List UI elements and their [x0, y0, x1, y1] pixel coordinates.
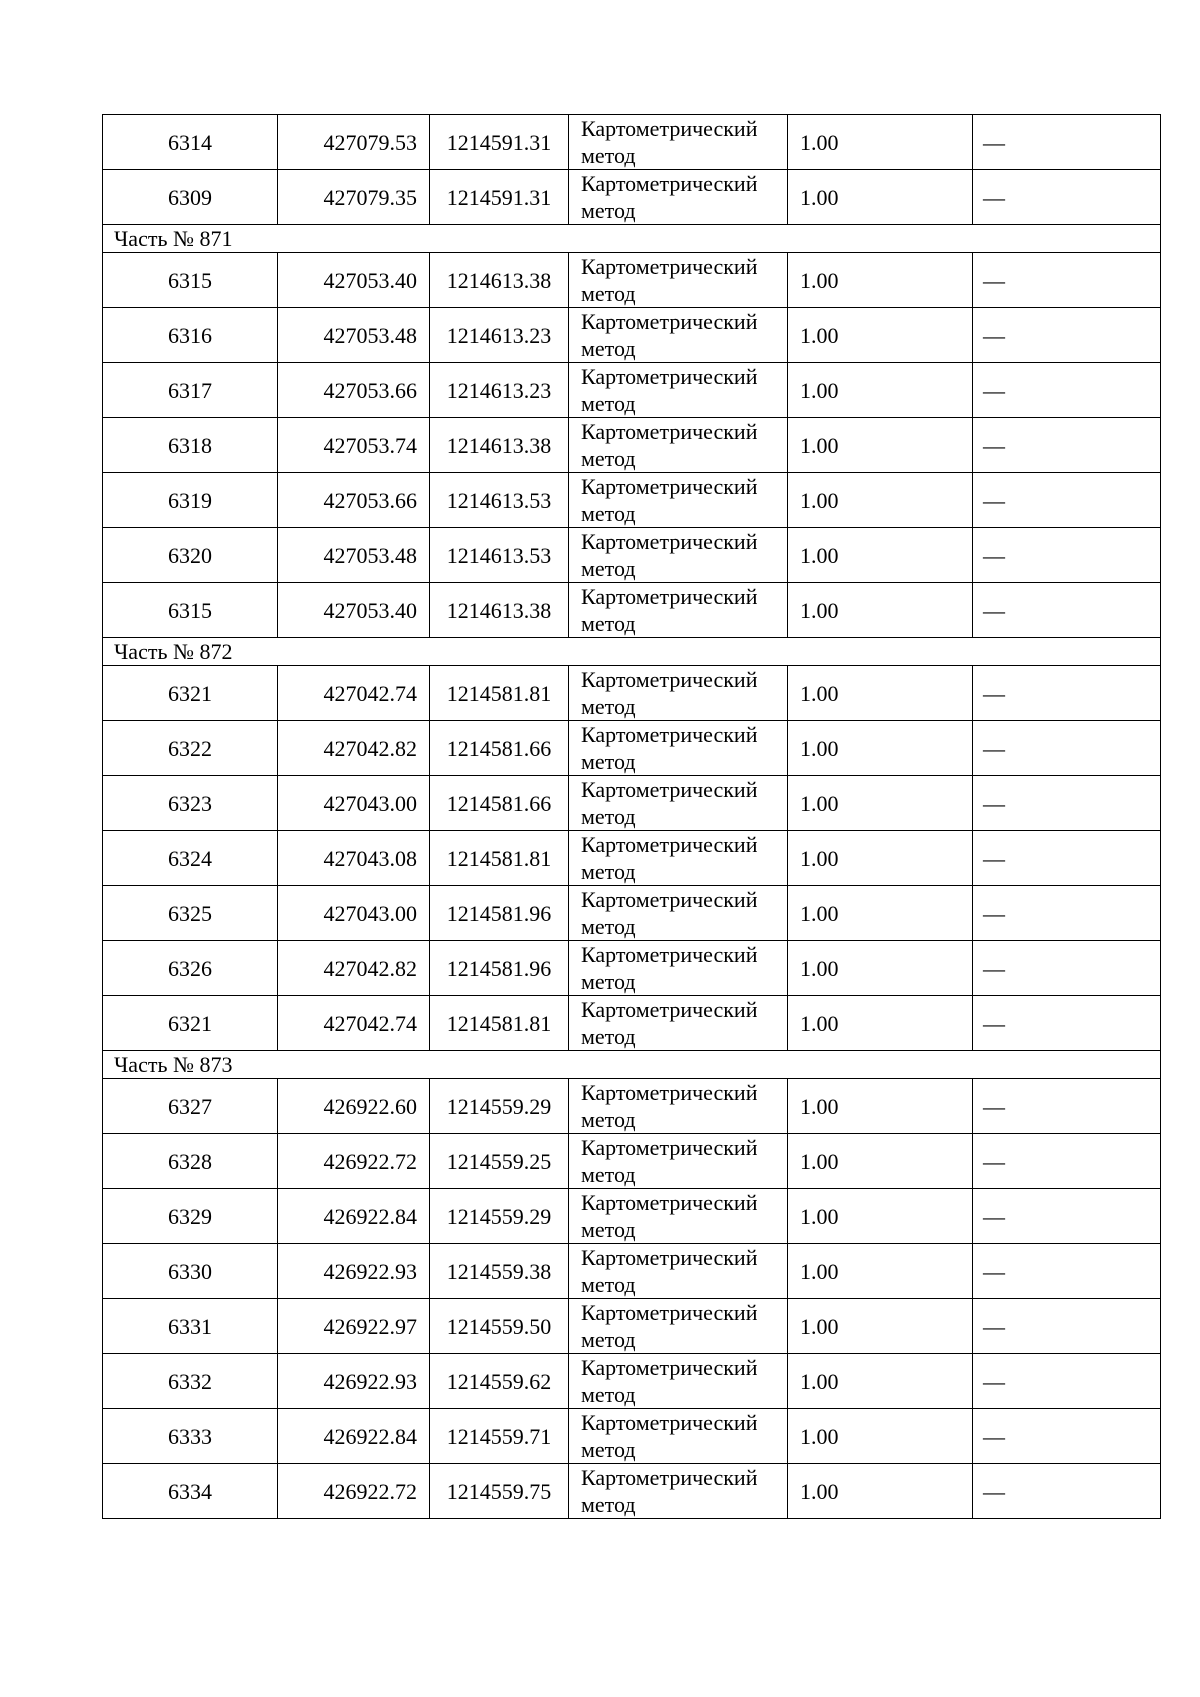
- description-cell: —: [973, 996, 1161, 1051]
- accuracy-cell: 1.00: [788, 886, 973, 941]
- y-coordinate-cell: 1214581.81: [430, 996, 569, 1051]
- accuracy-cell: 1.00: [788, 721, 973, 776]
- method-line-2: метод: [581, 804, 636, 829]
- table-row: [103, 1079, 1161, 1134]
- description-cell: —: [973, 115, 1161, 170]
- method-line-2: метод: [581, 1437, 636, 1462]
- method-line-1: Картометрический: [581, 1410, 758, 1435]
- method-cell: [569, 1079, 788, 1134]
- part-header-row: [103, 1051, 1161, 1079]
- table-row: [103, 115, 1161, 170]
- table-row: [103, 721, 1161, 776]
- x-coordinate-cell: 427053.66: [278, 363, 430, 418]
- x-coordinate-cell: 427053.48: [278, 528, 430, 583]
- table-row: [103, 776, 1161, 831]
- method-line-2: метод: [581, 198, 636, 223]
- part-header-row: [103, 638, 1161, 666]
- method-line-1: Картометрический: [581, 364, 758, 389]
- description-cell: —: [973, 776, 1161, 831]
- table-row: [103, 1189, 1161, 1244]
- table-row: [103, 1409, 1161, 1464]
- method-line-1: Картометрический: [581, 309, 758, 334]
- method-line-1: Картометрический: [581, 1355, 758, 1380]
- method-line-2: метод: [581, 694, 636, 719]
- point-number-cell: 6329: [103, 1189, 278, 1244]
- method-line-2: метод: [581, 1382, 636, 1407]
- table-row: [103, 666, 1161, 721]
- method-cell: [569, 941, 788, 996]
- method-line-1: Картометрический: [581, 254, 758, 279]
- coordinates-table-body: [103, 115, 1161, 1519]
- description-cell: —: [973, 721, 1161, 776]
- accuracy-cell: 1.00: [788, 1189, 973, 1244]
- x-coordinate-cell: 426922.93: [278, 1244, 430, 1299]
- y-coordinate-cell: 1214559.71: [430, 1409, 569, 1464]
- description-cell: —: [973, 831, 1161, 886]
- y-coordinate-cell: 1214559.29: [430, 1189, 569, 1244]
- accuracy-cell: 1.00: [788, 253, 973, 308]
- table-row: [103, 1134, 1161, 1189]
- table-row: [103, 583, 1161, 638]
- point-number-cell: 6317: [103, 363, 278, 418]
- method-line-1: Картометрический: [581, 171, 758, 196]
- method-cell: [569, 721, 788, 776]
- description-cell: —: [973, 941, 1161, 996]
- method-cell: [569, 473, 788, 528]
- accuracy-cell: 1.00: [788, 1299, 973, 1354]
- x-coordinate-cell: 427053.48: [278, 308, 430, 363]
- description-cell: —: [973, 1134, 1161, 1189]
- description-cell: —: [973, 1464, 1161, 1519]
- method-line-1: Картометрический: [581, 529, 758, 554]
- point-number-cell: 6324: [103, 831, 278, 886]
- description-cell: —: [973, 886, 1161, 941]
- method-line-2: метод: [581, 143, 636, 168]
- table-row: [103, 528, 1161, 583]
- accuracy-cell: 1.00: [788, 1244, 973, 1299]
- method-line-2: метод: [581, 611, 636, 636]
- part-header-row: [103, 225, 1161, 253]
- x-coordinate-cell: 427053.74: [278, 418, 430, 473]
- y-coordinate-cell: 1214559.29: [430, 1079, 569, 1134]
- method-cell: [569, 115, 788, 170]
- x-coordinate-cell: 426922.72: [278, 1464, 430, 1519]
- accuracy-cell: 1.00: [788, 115, 973, 170]
- method-cell: [569, 363, 788, 418]
- description-cell: —: [973, 1189, 1161, 1244]
- method-line-2: метод: [581, 1492, 636, 1517]
- point-number-cell: 6321: [103, 666, 278, 721]
- accuracy-cell: 1.00: [788, 473, 973, 528]
- method-line-2: метод: [581, 501, 636, 526]
- description-cell: —: [973, 253, 1161, 308]
- description-cell: —: [973, 473, 1161, 528]
- method-cell: [569, 1299, 788, 1354]
- part-label: Часть № 872: [103, 638, 1161, 666]
- point-number-cell: 6321: [103, 996, 278, 1051]
- x-coordinate-cell: 427079.35: [278, 170, 430, 225]
- point-number-cell: 6331: [103, 1299, 278, 1354]
- description-cell: —: [973, 1079, 1161, 1134]
- accuracy-cell: 1.00: [788, 666, 973, 721]
- part-label: Часть № 873: [103, 1051, 1161, 1079]
- x-coordinate-cell: 427043.00: [278, 776, 430, 831]
- point-number-cell: 6328: [103, 1134, 278, 1189]
- point-number-cell: 6323: [103, 776, 278, 831]
- point-number-cell: 6315: [103, 253, 278, 308]
- x-coordinate-cell: 426922.72: [278, 1134, 430, 1189]
- y-coordinate-cell: 1214581.96: [430, 886, 569, 941]
- method-line-1: Картометрический: [581, 1190, 758, 1215]
- method-line-1: Картометрический: [581, 997, 758, 1022]
- x-coordinate-cell: 426922.84: [278, 1189, 430, 1244]
- method-cell: [569, 170, 788, 225]
- method-line-2: метод: [581, 281, 636, 306]
- y-coordinate-cell: 1214581.96: [430, 941, 569, 996]
- method-line-1: Картометрический: [581, 722, 758, 747]
- point-number-cell: 6330: [103, 1244, 278, 1299]
- method-cell: [569, 666, 788, 721]
- description-cell: —: [973, 418, 1161, 473]
- table-row: [103, 1354, 1161, 1409]
- y-coordinate-cell: 1214559.38: [430, 1244, 569, 1299]
- method-line-2: метод: [581, 391, 636, 416]
- method-cell: [569, 583, 788, 638]
- method-cell: [569, 996, 788, 1051]
- coordinates-table: [102, 114, 1161, 1519]
- table-row: [103, 1244, 1161, 1299]
- point-number-cell: 6309: [103, 170, 278, 225]
- accuracy-cell: 1.00: [788, 1134, 973, 1189]
- method-line-1: Картометрический: [581, 584, 758, 609]
- method-line-2: метод: [581, 556, 636, 581]
- y-coordinate-cell: 1214559.75: [430, 1464, 569, 1519]
- point-number-cell: 6314: [103, 115, 278, 170]
- x-coordinate-cell: 427042.74: [278, 666, 430, 721]
- accuracy-cell: 1.00: [788, 528, 973, 583]
- method-cell: [569, 1464, 788, 1519]
- x-coordinate-cell: 427053.40: [278, 253, 430, 308]
- accuracy-cell: 1.00: [788, 363, 973, 418]
- method-line-1: Картометрический: [581, 1080, 758, 1105]
- accuracy-cell: 1.00: [788, 996, 973, 1051]
- method-line-2: метод: [581, 1162, 636, 1187]
- point-number-cell: 6325: [103, 886, 278, 941]
- method-line-2: метод: [581, 1327, 636, 1352]
- point-number-cell: 6316: [103, 308, 278, 363]
- x-coordinate-cell: 427053.66: [278, 473, 430, 528]
- x-coordinate-cell: 427042.74: [278, 996, 430, 1051]
- table-row: [103, 418, 1161, 473]
- y-coordinate-cell: 1214613.53: [430, 528, 569, 583]
- method-line-2: метод: [581, 1107, 636, 1132]
- y-coordinate-cell: 1214559.62: [430, 1354, 569, 1409]
- table-row: [103, 941, 1161, 996]
- accuracy-cell: 1.00: [788, 1409, 973, 1464]
- accuracy-cell: 1.00: [788, 418, 973, 473]
- method-cell: [569, 308, 788, 363]
- accuracy-cell: 1.00: [788, 831, 973, 886]
- method-line-2: метод: [581, 1272, 636, 1297]
- description-cell: —: [973, 1244, 1161, 1299]
- method-line-1: Картометрический: [581, 1135, 758, 1160]
- x-coordinate-cell: 426922.60: [278, 1079, 430, 1134]
- method-cell: [569, 528, 788, 583]
- x-coordinate-cell: 427042.82: [278, 941, 430, 996]
- method-cell: [569, 253, 788, 308]
- method-line-1: Картометрический: [581, 419, 758, 444]
- x-coordinate-cell: 427053.40: [278, 583, 430, 638]
- method-cell: [569, 418, 788, 473]
- method-line-1: Картометрический: [581, 1300, 758, 1325]
- method-line-2: метод: [581, 914, 636, 939]
- y-coordinate-cell: 1214581.66: [430, 776, 569, 831]
- table-row: [103, 831, 1161, 886]
- method-cell: [569, 1134, 788, 1189]
- method-cell: [569, 776, 788, 831]
- table-row: [103, 1464, 1161, 1519]
- y-coordinate-cell: 1214613.38: [430, 583, 569, 638]
- y-coordinate-cell: 1214581.66: [430, 721, 569, 776]
- y-coordinate-cell: 1214613.53: [430, 473, 569, 528]
- y-coordinate-cell: 1214559.25: [430, 1134, 569, 1189]
- part-label: Часть № 871: [103, 225, 1161, 253]
- method-line-2: метод: [581, 1024, 636, 1049]
- point-number-cell: 6322: [103, 721, 278, 776]
- method-cell: [569, 831, 788, 886]
- table-row: [103, 996, 1161, 1051]
- point-number-cell: 6326: [103, 941, 278, 996]
- point-number-cell: 6334: [103, 1464, 278, 1519]
- x-coordinate-cell: 426922.93: [278, 1354, 430, 1409]
- accuracy-cell: 1.00: [788, 941, 973, 996]
- y-coordinate-cell: 1214591.31: [430, 170, 569, 225]
- accuracy-cell: 1.00: [788, 1079, 973, 1134]
- y-coordinate-cell: 1214591.31: [430, 115, 569, 170]
- method-line-1: Картометрический: [581, 474, 758, 499]
- table-row: [103, 308, 1161, 363]
- description-cell: —: [973, 528, 1161, 583]
- table-row: [103, 170, 1161, 225]
- description-cell: —: [973, 1354, 1161, 1409]
- description-cell: —: [973, 308, 1161, 363]
- point-number-cell: 6319: [103, 473, 278, 528]
- method-line-1: Картометрический: [581, 832, 758, 857]
- description-cell: —: [973, 583, 1161, 638]
- x-coordinate-cell: 426922.97: [278, 1299, 430, 1354]
- method-cell: [569, 1189, 788, 1244]
- y-coordinate-cell: 1214613.23: [430, 363, 569, 418]
- table-row: [103, 886, 1161, 941]
- table-row: [103, 1299, 1161, 1354]
- method-cell: [569, 1354, 788, 1409]
- method-line-2: метод: [581, 969, 636, 994]
- point-number-cell: 6320: [103, 528, 278, 583]
- method-line-2: метод: [581, 749, 636, 774]
- description-cell: —: [973, 363, 1161, 418]
- method-line-1: Картометрический: [581, 887, 758, 912]
- accuracy-cell: 1.00: [788, 583, 973, 638]
- description-cell: —: [973, 1299, 1161, 1354]
- method-line-1: Картометрический: [581, 116, 758, 141]
- method-line-1: Картометрический: [581, 777, 758, 802]
- method-cell: [569, 886, 788, 941]
- accuracy-cell: 1.00: [788, 1464, 973, 1519]
- description-cell: —: [973, 170, 1161, 225]
- accuracy-cell: 1.00: [788, 1354, 973, 1409]
- x-coordinate-cell: 427043.00: [278, 886, 430, 941]
- point-number-cell: 6332: [103, 1354, 278, 1409]
- description-cell: —: [973, 1409, 1161, 1464]
- y-coordinate-cell: 1214581.81: [430, 831, 569, 886]
- method-line-2: метод: [581, 859, 636, 884]
- x-coordinate-cell: 427079.53: [278, 115, 430, 170]
- table-row: [103, 253, 1161, 308]
- method-line-1: Картометрический: [581, 1245, 758, 1270]
- table-row: [103, 473, 1161, 528]
- point-number-cell: 6327: [103, 1079, 278, 1134]
- method-line-2: метод: [581, 1217, 636, 1242]
- y-coordinate-cell: 1214613.38: [430, 253, 569, 308]
- y-coordinate-cell: 1214613.23: [430, 308, 569, 363]
- accuracy-cell: 1.00: [788, 170, 973, 225]
- point-number-cell: 6318: [103, 418, 278, 473]
- method-cell: [569, 1244, 788, 1299]
- accuracy-cell: 1.00: [788, 776, 973, 831]
- method-cell: [569, 1409, 788, 1464]
- x-coordinate-cell: 426922.84: [278, 1409, 430, 1464]
- table-row: [103, 363, 1161, 418]
- method-line-2: метод: [581, 336, 636, 361]
- accuracy-cell: 1.00: [788, 308, 973, 363]
- x-coordinate-cell: 427043.08: [278, 831, 430, 886]
- method-line-2: метод: [581, 446, 636, 471]
- y-coordinate-cell: 1214613.38: [430, 418, 569, 473]
- y-coordinate-cell: 1214559.50: [430, 1299, 569, 1354]
- method-line-1: Картометрический: [581, 1465, 758, 1490]
- x-coordinate-cell: 427042.82: [278, 721, 430, 776]
- method-line-1: Картометрический: [581, 667, 758, 692]
- description-cell: —: [973, 666, 1161, 721]
- point-number-cell: 6315: [103, 583, 278, 638]
- method-line-1: Картометрический: [581, 942, 758, 967]
- y-coordinate-cell: 1214581.81: [430, 666, 569, 721]
- point-number-cell: 6333: [103, 1409, 278, 1464]
